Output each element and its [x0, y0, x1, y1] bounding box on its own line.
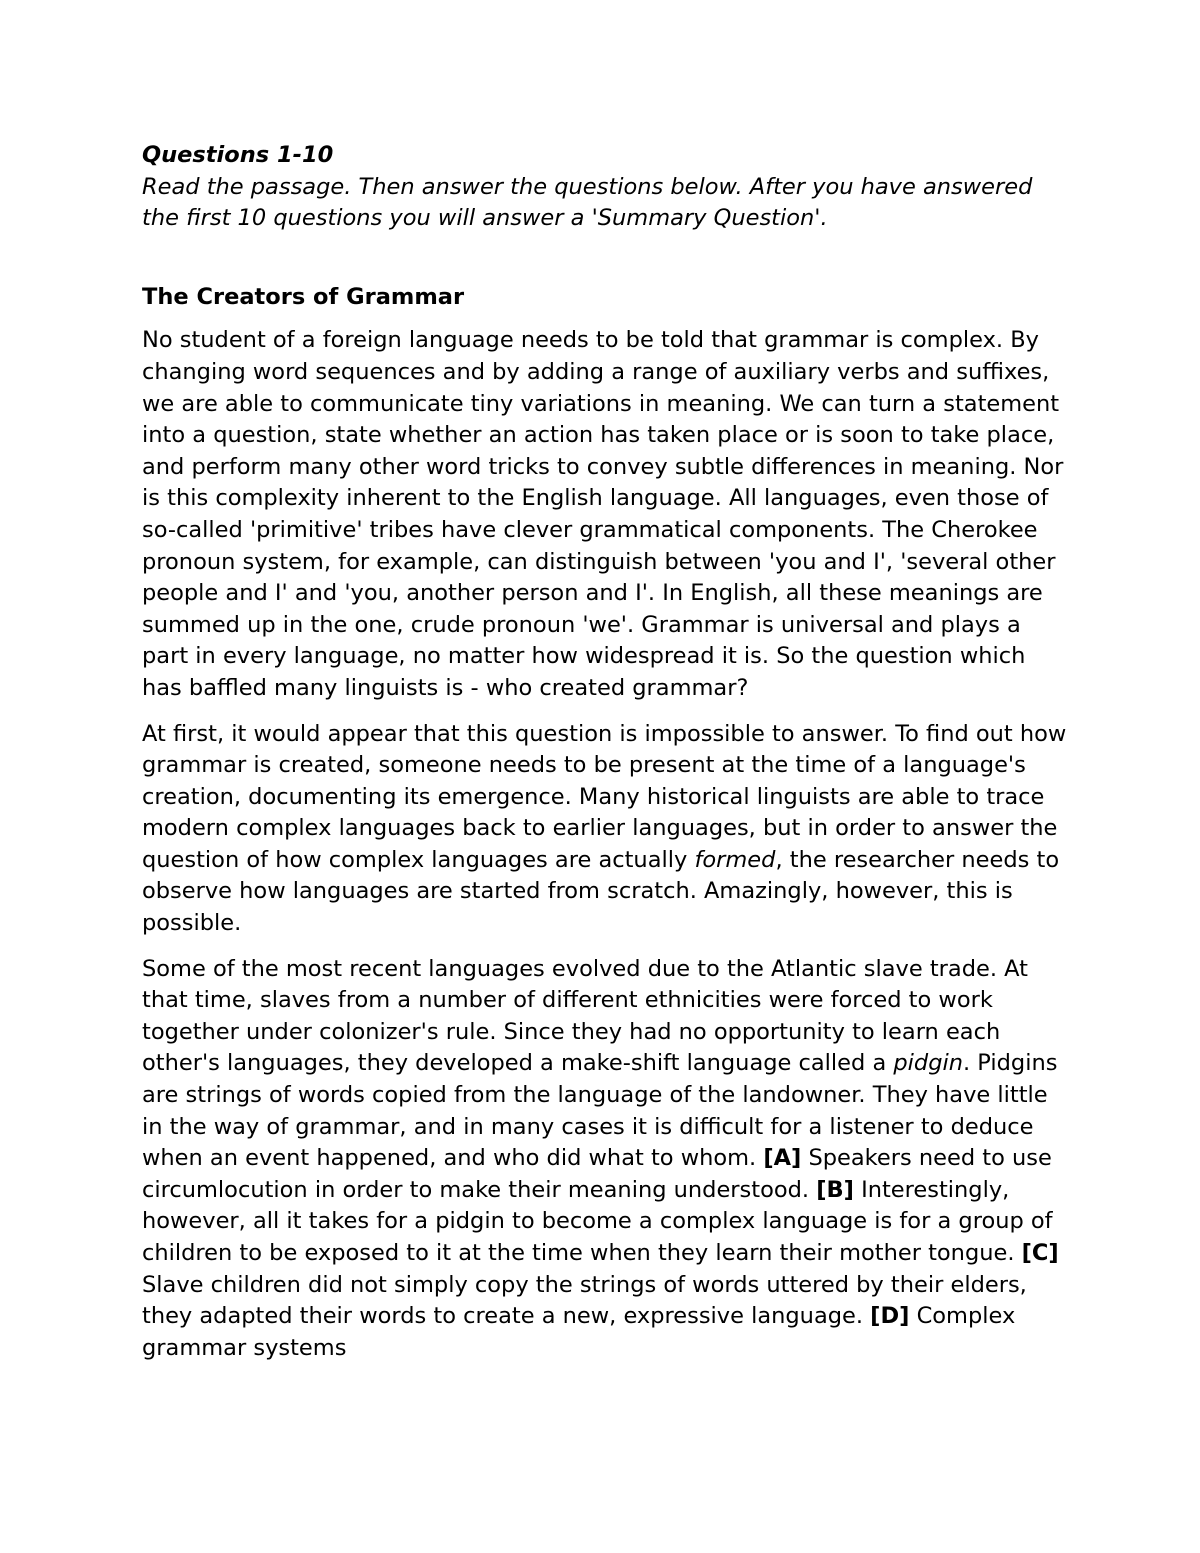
emphasis-formed: formed — [694, 846, 776, 873]
passage-title: The Creators of Grammar — [142, 283, 465, 310]
document-page — [142, 140, 1072, 1378]
paragraph-3-sentence-4: Interestingly, however, all it takes for a pidgin to become a complex language is for a group of children to be exposed to it at the time when they learn their mother tongue. — [142, 1176, 1053, 1266]
paragraph-3-sentence-6: Complex grammar systems — [142, 1303, 1016, 1361]
passage-paragraph-2 — [142, 719, 1072, 940]
insert-marker-b: [B] — [816, 1176, 854, 1203]
paragraph-3-sentence-1: Some of the most recent languages evolved due to the Atlantic slave trade. At that time, slaves from a number of different ethnicities were forced to work together under colonizer's rule. Since they had no opportunity to learn each other's languages, they developed a make-shift language called a — [142, 955, 1028, 1077]
insert-marker-c: [C] — [1021, 1240, 1059, 1266]
questions-heading: Questions 1-10 — [142, 142, 334, 168]
paragraph-3-sentence-3: Speakers need to use circumlocution in order to make their meaning understood. — [142, 1145, 1052, 1203]
instructions-text: Read the passage. Then answer the questions below. After you have answered the first 10 questions you will answer a 'Summary Question'. — [142, 173, 1033, 232]
paragraph-2-text-end: , the researcher needs to observe how languages are started from scratch. Amazingly, however, this is possible. — [142, 846, 1060, 937]
paragraph-2-text-start: At first, it would appear that this question is impossible to answer. To find out how grammar is created, someone needs to be present at the time of a language's creation, documenting its emergence. Many historical linguists are able to trace modern complex languages back to earlier languages, but in order to answer the question of how complex languages are actually — [142, 720, 1067, 873]
passage-paragraph-1: No student of a foreign language needs to be told that grammar is complex. By changing word sequences and by adding a range of auxiliary verbs and suffixes, we are able to communicate tiny variations in meaning. We can turn a statement into a question, state whether an action has taken place or is soon to take place, and perform many other word tricks to convey subtle differences in meaning. Nor is this complexity inherent to the English language. All languages, even those of so-called 'primitive' tribes have clever grammatical components. The Cherokee pronoun system, for example, can distinguish between 'you and I', 'several other people and I' and 'you, another person and I'. In English, all these meanings are summed up in the one, crude pronoun 'we'. Grammar is universal and plays a part in every language, no matter how widespread it is. So the question which has baffled many linguists is - who created grammar? — [142, 327, 1064, 701]
passage-paragraph-3 — [142, 954, 1072, 1365]
emphasis-pidgin: pidgin — [893, 1050, 963, 1077]
insert-marker-d: [D] — [870, 1303, 910, 1330]
paragraph-3-sentence-5: Slave children did not simply copy the strings of words uttered by their elders, they adapted their words to create a new, expressive language. — [142, 1271, 1027, 1330]
insert-marker-a: [A] — [763, 1145, 802, 1172]
paragraph-3-sentence-2: . Pidgins are strings of words copied from the language of the landowner. They have little in the way of grammar, and in many cases it is difficult for a listener to deduce when an event happened, and who did what to whom. — [142, 1050, 1058, 1172]
